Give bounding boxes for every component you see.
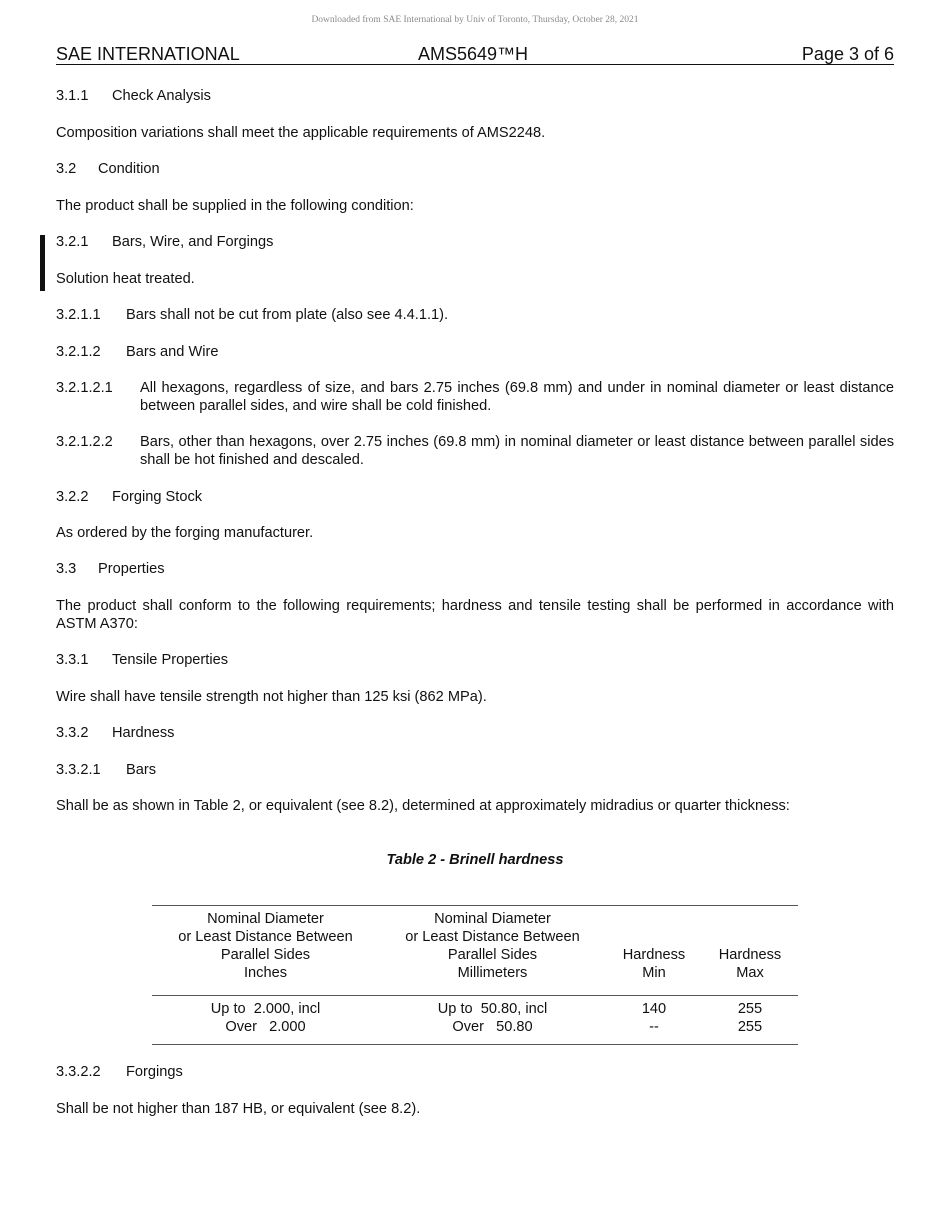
heading-3-2-1-1 [56,306,894,324]
paragraph: Wire shall have tensile strength not higher than 125 ksi (862 MPa). [56,689,487,705]
section-title: Bars [126,762,157,778]
table-cell: -- [649,1019,659,1035]
table-cell: Up to 50.80, incl [437,1001,548,1017]
section-title: Condition [98,161,160,177]
header-line: Hardness [622,947,686,963]
table-cell: 255 [737,1019,763,1035]
section-number: 3.2.1.2 [56,344,101,360]
header-organization: SAE INTERNATIONAL [56,44,240,64]
header-line: or Least Distance Between [178,929,353,945]
table-cell: Over 2.000 [225,1019,306,1035]
section-number: 3.2.1.2.2 [56,434,113,450]
table-cell: 140 [641,1001,667,1017]
table-caption: Table 2 - Brinell hardness [386,852,564,868]
header-line: Parallel Sides [447,947,538,963]
header-hardness-max [702,906,798,995]
header-line: Parallel Sides [220,947,311,963]
section-number: 3.2 [56,161,77,177]
section-number: 3.3.2.2 [56,1064,101,1080]
section-number: 3.1.1 [56,88,89,104]
paragraph: The product shall be supplied in the following condition: [56,198,414,214]
cell-millimeters [379,996,606,1044]
section-title: Hardness [112,725,175,741]
table-header-row [152,906,798,996]
section-title: Bars, Wire, and Forgings [112,234,274,250]
header-line: Nominal Diameter [207,911,324,927]
section-title: Properties [98,561,165,577]
header-line: Hardness [718,947,782,963]
paragraph: Shall be not higher than 187 HB, or equivalent (see 8.2). [56,1101,421,1117]
heading-3-2-1-2 [56,343,894,361]
header-document-number: AMS5649™H [418,44,529,64]
heading-3-2-2 [56,488,894,506]
heading-3-3-2-2 [56,1063,894,1081]
cell-hardness-max [702,996,798,1044]
heading-3-3 [56,560,894,578]
header-line: Min [642,965,666,981]
header-line: Millimeters [457,965,528,981]
heading-3-1-1 [56,87,894,105]
section-number: 3.2.2 [56,489,89,505]
section-title: Tensile Properties [112,652,228,668]
section-number: 3.2.1.1 [56,307,101,323]
section-number: 3.2.1 [56,234,89,250]
section-number: 3.3 [56,561,77,577]
header-inches [152,906,379,995]
heading-3-2 [56,160,894,178]
section-title: Bars and Wire [126,344,219,360]
clause-3-2-1-2-1 [56,379,894,415]
table-cell: 255 [737,1001,763,1017]
section-number: 3.3.2.1 [56,762,101,778]
header-line: or Least Distance Between [405,929,580,945]
header-millimeters [379,906,606,995]
heading-3-3-1 [56,651,894,669]
paragraph: Shall be as shown in Table 2, or equivalent (see 8.2), determined at approximately midradius or quarter thickness: [56,798,790,814]
clause-text: Bars, other than hexagons, over 2.75 inches (69.8 mm) in nominal diameter or least distance between parallel sides shall be hot finished and descaled. [140,434,894,468]
header-line: Inches [244,965,287,981]
section-number: 3.3.1 [56,652,89,668]
cell-hardness-min [606,996,702,1044]
table-cell: Over 50.80 [452,1019,533,1035]
paragraph: The product shall conform to the following requirements; hardness and tensile testing shall be performed in accordance with ASTM A370: [56,598,894,632]
section-title: Bars shall not be cut from plate (also see 4.4.1.1). [126,307,449,323]
revision-change-bar [40,235,45,291]
header-page-number: Page 3 of 6 [801,44,894,64]
heading-3-3-2-1 [56,761,894,779]
section-number: 3.3.2 [56,725,89,741]
paragraph: Composition variations shall meet the applicable requirements of AMS2248. [56,125,546,141]
clause-text: All hexagons, regardless of size, and bars 2.75 inches (69.8 mm) and under in nominal diameter or least distance between parallel sides, and wire shall be cold finished. [140,380,894,414]
header-line: Max [736,965,764,981]
header-hardness-min [606,906,702,995]
section-title: Check Analysis [112,88,211,104]
cell-inches [152,996,379,1044]
header-line: Nominal Diameter [434,911,551,927]
download-watermark: Downloaded from SAE International by Univ of Toronto, Thursday, October 28, 2021 [311,15,639,25]
page-header [56,44,894,65]
table-cell: Up to 2.000, incl [210,1001,321,1017]
heading-3-2-1 [56,233,894,251]
clause-3-2-1-2-2 [56,433,894,469]
table-body [152,996,798,1045]
paragraph: Solution heat treated. [56,271,195,287]
section-title: Forgings [126,1064,183,1080]
section-number: 3.2.1.2.1 [56,380,113,396]
section-title: Forging Stock [112,489,203,505]
paragraph: As ordered by the forging manufacturer. [56,525,314,541]
heading-3-3-2 [56,724,894,742]
brinell-hardness-table [152,905,798,1045]
